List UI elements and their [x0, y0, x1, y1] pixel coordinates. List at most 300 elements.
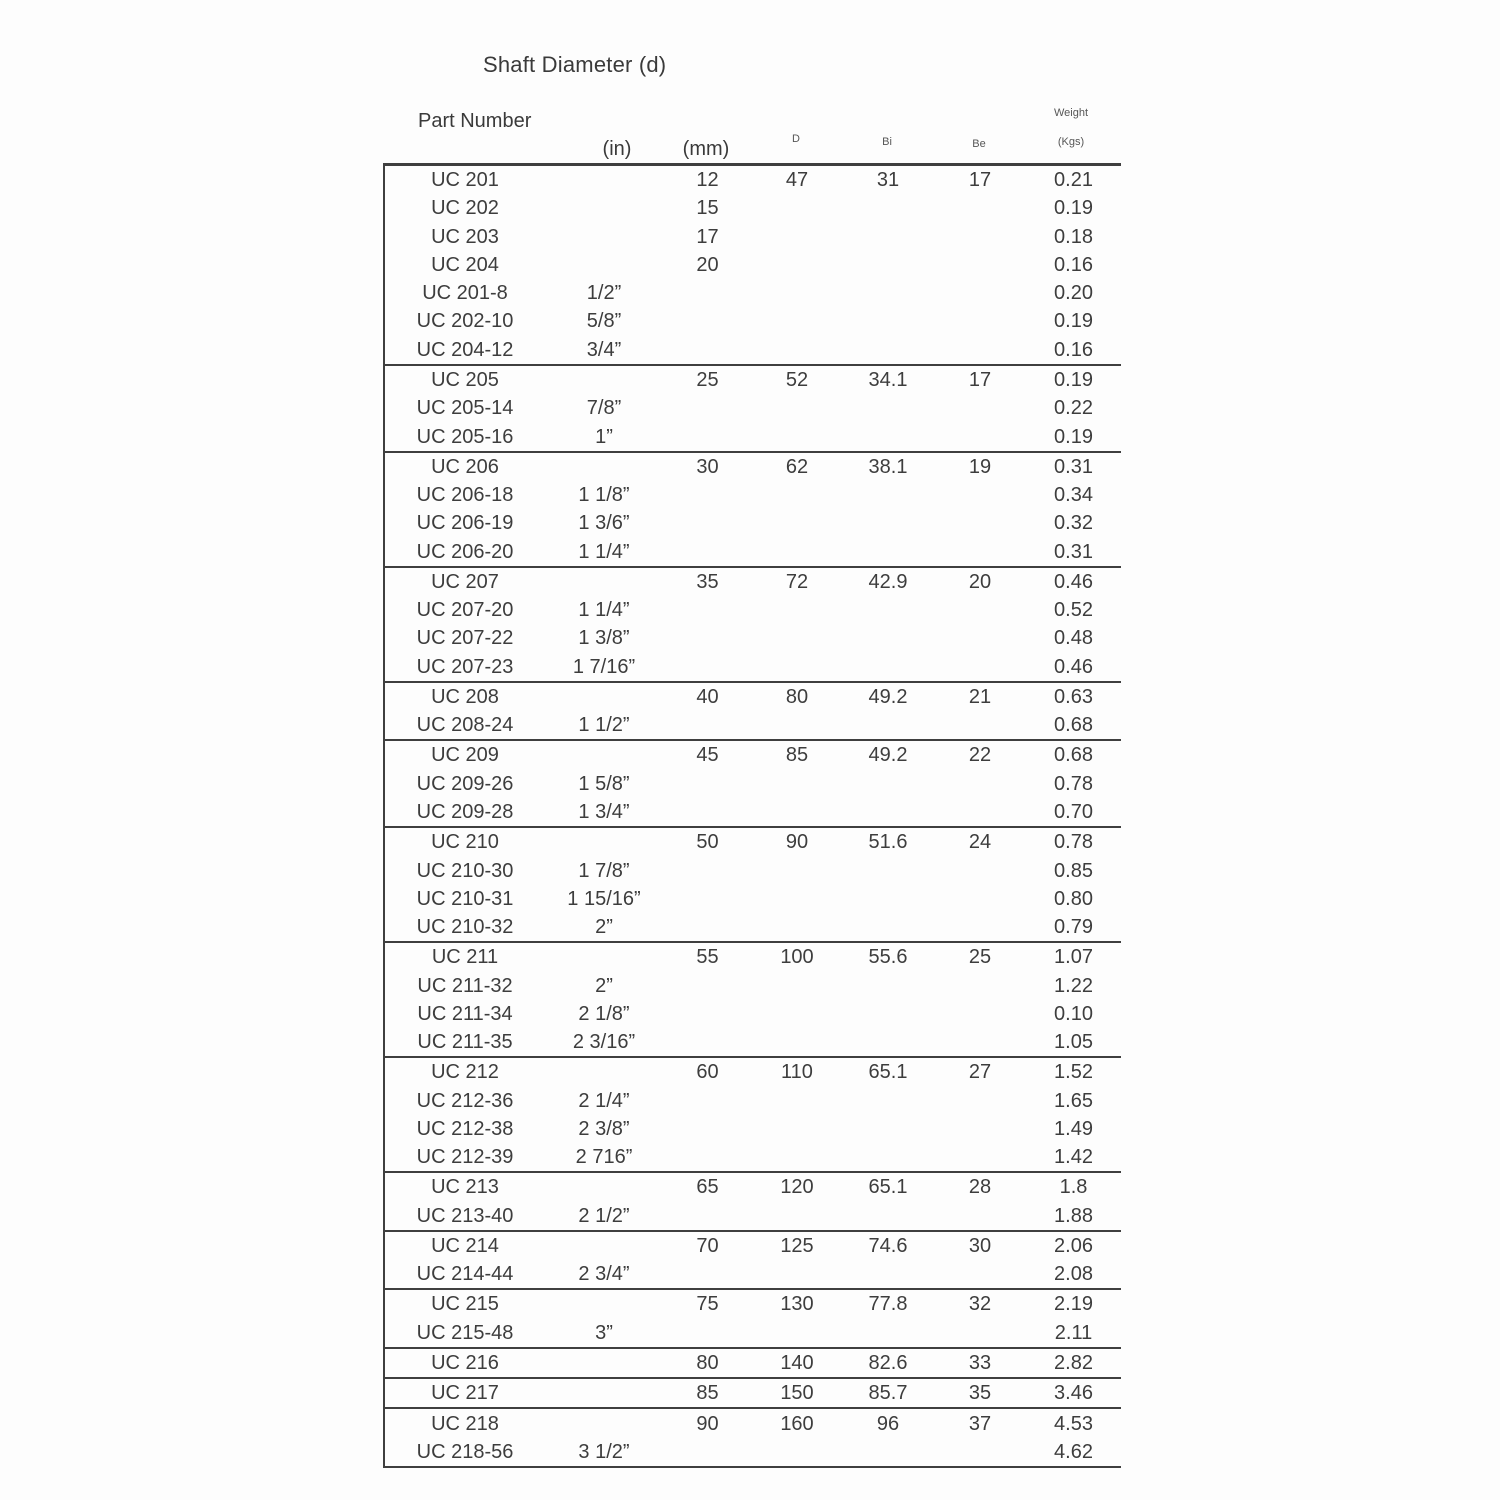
- cell-in: 2 1/2”: [578, 1204, 630, 1227]
- cell-bi: 65.1: [842, 1057, 934, 1086]
- table-row: [384, 1378, 1121, 1408]
- cell-bi: [842, 798, 934, 827]
- table-row: [384, 1172, 1121, 1201]
- cell-in: [545, 1057, 663, 1086]
- cell-d: 160: [752, 1408, 842, 1437]
- cell-d: [752, 1202, 842, 1231]
- cell-mm: [663, 711, 752, 740]
- cell-be: [934, 1260, 1026, 1289]
- cell-d: 47: [785, 169, 809, 192]
- cell-d: [752, 1319, 842, 1348]
- cell-be: [934, 596, 1026, 624]
- cell-part: UC 211-35: [417, 1031, 513, 1054]
- table-row: [384, 971, 1121, 999]
- cell-in: [545, 1231, 663, 1260]
- cell-kg: 2.08: [1054, 1263, 1093, 1286]
- cell-bi: [842, 856, 934, 884]
- cell-part: UC 213: [384, 1172, 545, 1201]
- cell-bi: [842, 624, 934, 652]
- cell-in: 1 7/16”: [572, 655, 636, 678]
- table-row: [384, 711, 1121, 740]
- column-header-mm: (mm): [682, 138, 730, 160]
- cell-kg: 0.16: [1054, 253, 1093, 276]
- cell-bi: [842, 1028, 934, 1057]
- cell-kg: 0.19: [1054, 310, 1093, 333]
- cell-part: UC 205-14: [416, 397, 514, 420]
- cell-kg: 0.46: [1054, 655, 1093, 678]
- cell-be: [934, 1000, 1026, 1028]
- table-row: [384, 942, 1121, 971]
- cell-d: [752, 509, 842, 537]
- cell-bi: [842, 537, 934, 566]
- column-header-be: Be: [972, 138, 986, 150]
- cell-part: UC 214-44: [416, 1263, 514, 1286]
- cell-in: 1 1/4”: [578, 599, 630, 622]
- table-row: [384, 1143, 1121, 1172]
- cell-bi: 38.1: [842, 452, 934, 481]
- cell-be: [934, 537, 1026, 566]
- cell-in: 2 1/8”: [578, 1002, 630, 1025]
- cell-be: [934, 624, 1026, 652]
- cell-d: [752, 1438, 842, 1467]
- cell-mm: [663, 798, 752, 827]
- table-row: [384, 913, 1121, 942]
- cell-part: UC 210: [384, 827, 545, 856]
- cell-be: [934, 251, 1026, 279]
- cell-kg: 0.52: [1054, 599, 1093, 622]
- spec-table: [383, 163, 1121, 1468]
- cell-kg: 0.80: [1054, 887, 1093, 910]
- cell-be: [934, 223, 1026, 251]
- cell-in: 1 3/6”: [578, 512, 630, 535]
- cell-mm: [663, 279, 752, 307]
- cell-be: 24: [934, 827, 1026, 856]
- cell-d: [752, 223, 842, 251]
- cell-part: UC 209: [384, 740, 545, 769]
- cell-in: [545, 827, 663, 856]
- cell-mm: 15: [696, 197, 719, 220]
- cell-be: [934, 653, 1026, 682]
- cell-d: [752, 1087, 842, 1115]
- cell-in: 1 1/4”: [578, 540, 630, 563]
- cell-be: [934, 1438, 1026, 1467]
- cell-d: [752, 711, 842, 740]
- cell-mm: 70: [663, 1231, 752, 1260]
- cell-part: UC 210-30: [416, 859, 514, 882]
- cell-in: [545, 1378, 663, 1408]
- cell-bi: [842, 251, 934, 279]
- cell-bi: [842, 1115, 934, 1143]
- cell-part: UC 216: [384, 1348, 545, 1378]
- cell-be: 17: [968, 169, 992, 192]
- column-header-in: (in): [602, 138, 632, 160]
- cell-kg: 0.31: [1026, 452, 1121, 481]
- cell-mm: 85: [663, 1378, 752, 1408]
- cell-bi: [842, 307, 934, 335]
- cell-bi: 42.9: [842, 567, 934, 596]
- cell-in: 2 3/16”: [572, 1031, 636, 1054]
- column-header-bi: Bi: [882, 136, 892, 148]
- cell-bi: [842, 653, 934, 682]
- cell-in: 1/2”: [586, 282, 622, 305]
- cell-be: [934, 336, 1026, 365]
- cell-bi: [842, 279, 934, 307]
- cell-part: UC 212-36: [416, 1089, 514, 1112]
- cell-part: UC 217: [384, 1378, 545, 1408]
- cell-mm: [663, 537, 752, 566]
- cell-in: [545, 452, 663, 481]
- cell-in: 5/8”: [586, 310, 622, 333]
- part-number-column-label: Part Number: [418, 110, 532, 132]
- cell-part: UC 210-31: [416, 887, 514, 910]
- cell-kg: 0.32: [1054, 512, 1093, 535]
- cell-d: 140: [752, 1348, 842, 1378]
- cell-be: 19: [934, 452, 1026, 481]
- cell-be: [934, 885, 1026, 913]
- table-row: [384, 1438, 1121, 1467]
- cell-bi: 49.2: [842, 740, 934, 769]
- cell-mm: [663, 1000, 752, 1028]
- cell-mm: [663, 913, 752, 942]
- cell-d: 52: [752, 365, 842, 394]
- cell-in: [545, 740, 663, 769]
- cell-part: UC 206-18: [416, 484, 514, 507]
- cell-bi: [842, 509, 934, 537]
- cell-mm: 60: [663, 1057, 752, 1086]
- cell-bi: [842, 336, 934, 365]
- table-row: [384, 653, 1121, 682]
- cell-bi: [842, 913, 934, 942]
- cell-bi: 51.6: [842, 827, 934, 856]
- cell-mm: [663, 1438, 752, 1467]
- cell-part: UC 210-32: [416, 916, 514, 939]
- cell-be: 17: [934, 365, 1026, 394]
- cell-part: UC 207-23: [416, 655, 514, 678]
- cell-bi: 74.6: [842, 1231, 934, 1260]
- table-row: [384, 624, 1121, 652]
- cell-kg: 0.19: [1054, 197, 1093, 220]
- table-row: [384, 365, 1121, 394]
- cell-mm: 30: [663, 452, 752, 481]
- cell-kg: 2.06: [1026, 1231, 1121, 1260]
- cell-be: [934, 279, 1026, 307]
- table-row: [384, 1000, 1121, 1028]
- cell-kg: 0.63: [1026, 682, 1121, 711]
- cell-mm: [663, 336, 752, 365]
- cell-bi: 77.8: [842, 1289, 934, 1318]
- cell-kg: 0.19: [1026, 365, 1121, 394]
- cell-part: UC 215-48: [416, 1321, 514, 1344]
- cell-be: [934, 194, 1026, 222]
- cell-kg: 0.79: [1054, 916, 1093, 939]
- cell-d: 85: [752, 740, 842, 769]
- cell-mm: [663, 971, 752, 999]
- cell-part: UC 212-39: [416, 1146, 514, 1169]
- cell-mm: 55: [663, 942, 752, 971]
- cell-be: [934, 1202, 1026, 1231]
- cell-d: 62: [752, 452, 842, 481]
- cell-kg: 0.19: [1054, 425, 1093, 448]
- cell-in: [545, 682, 663, 711]
- cell-kg: 4.53: [1026, 1408, 1121, 1437]
- table-row: [384, 307, 1121, 335]
- cell-mm: 12: [696, 169, 719, 192]
- cell-part: UC 209-28: [416, 800, 514, 823]
- table-row: [384, 1028, 1121, 1057]
- cell-be: [934, 971, 1026, 999]
- cell-mm: [663, 856, 752, 884]
- cell-d: [752, 798, 842, 827]
- cell-part: UC 211: [384, 942, 545, 971]
- cell-kg: 0.10: [1054, 1002, 1093, 1025]
- table-row: [384, 1348, 1121, 1378]
- cell-d: [752, 307, 842, 335]
- cell-in: [545, 1289, 663, 1318]
- cell-d: [752, 1143, 842, 1172]
- cell-d: [752, 971, 842, 999]
- cell-in: 3”: [595, 1321, 613, 1344]
- cell-be: [934, 481, 1026, 509]
- cell-kg: 0.16: [1054, 338, 1093, 361]
- cell-kg: 0.31: [1054, 540, 1093, 563]
- cell-in: 2”: [595, 916, 613, 939]
- cell-bi: 65.1: [842, 1172, 934, 1201]
- cell-part: UC 204: [431, 253, 499, 276]
- table-row: [384, 1202, 1121, 1231]
- table-row: [384, 194, 1121, 222]
- cell-kg: 0.46: [1026, 567, 1121, 596]
- cell-kg: 0.48: [1054, 627, 1093, 650]
- cell-in: 1 3/4”: [578, 800, 630, 823]
- cell-kg: 0.18: [1054, 225, 1093, 248]
- cell-d: [752, 596, 842, 624]
- cell-part: UC 206-19: [416, 512, 514, 535]
- cell-d: 90: [752, 827, 842, 856]
- cell-mm: [663, 1260, 752, 1289]
- cell-be: [934, 1115, 1026, 1143]
- cell-bi: [842, 770, 934, 798]
- cell-be: 20: [934, 567, 1026, 596]
- cell-kg: 0.70: [1054, 800, 1093, 823]
- cell-bi: [842, 1319, 934, 1348]
- cell-be: [934, 1028, 1026, 1057]
- cell-in: [545, 365, 663, 394]
- cell-part: UC 202: [431, 197, 499, 220]
- cell-mm: [663, 1143, 752, 1172]
- cell-mm: [663, 1028, 752, 1057]
- table-body: [384, 165, 1121, 1467]
- cell-kg: 2.19: [1026, 1289, 1121, 1318]
- cell-in: 3 1/2”: [578, 1440, 630, 1463]
- cell-be: 32: [934, 1289, 1026, 1318]
- cell-in: 1 15/16”: [567, 887, 641, 910]
- cell-mm: [663, 885, 752, 913]
- cell-mm: 90: [663, 1408, 752, 1437]
- cell-d: [752, 856, 842, 884]
- table-row: [384, 1231, 1121, 1260]
- cell-mm: [663, 770, 752, 798]
- table-row: [384, 885, 1121, 913]
- table-row: [384, 798, 1121, 827]
- cell-be: [934, 509, 1026, 537]
- cell-bi: [842, 1087, 934, 1115]
- cell-be: [934, 1319, 1026, 1348]
- cell-mm: 40: [663, 682, 752, 711]
- column-header-d: D: [792, 133, 800, 145]
- cell-d: [752, 422, 842, 451]
- cell-in: 1 1/2”: [578, 714, 630, 737]
- cell-part: UC 207-22: [416, 627, 514, 650]
- table-row: [384, 251, 1121, 279]
- cell-bi: [842, 194, 934, 222]
- cell-in: [545, 251, 663, 279]
- cell-kg: 4.62: [1054, 1440, 1093, 1463]
- table-row: [384, 682, 1121, 711]
- cell-bi: [842, 1202, 934, 1231]
- cell-kg: 2.82: [1026, 1348, 1121, 1378]
- cell-mm: [663, 596, 752, 624]
- cell-part: UC 204-12: [416, 338, 514, 361]
- cell-bi: 82.6: [842, 1348, 934, 1378]
- cell-mm: [663, 1087, 752, 1115]
- table-row: [384, 770, 1121, 798]
- cell-d: 110: [752, 1057, 842, 1086]
- cell-mm: 65: [663, 1172, 752, 1201]
- cell-mm: 17: [696, 225, 719, 248]
- cell-d: [752, 1000, 842, 1028]
- cell-part: UC 209-26: [416, 772, 514, 795]
- cell-bi: [842, 1000, 934, 1028]
- cell-part: UC 207: [384, 567, 545, 596]
- cell-d: [752, 1115, 842, 1143]
- cell-kg: 1.8: [1026, 1172, 1121, 1201]
- cell-d: 80: [752, 682, 842, 711]
- cell-in: 3/4”: [586, 338, 622, 361]
- cell-kg: 0.21: [1054, 169, 1093, 192]
- cell-kg: 0.34: [1054, 484, 1093, 507]
- cell-in: [545, 1408, 663, 1437]
- cell-in: 7/8”: [586, 397, 622, 420]
- cell-be: [934, 1087, 1026, 1115]
- cell-part: UC 206-20: [416, 540, 514, 563]
- cell-part: UC 211-32: [417, 974, 513, 997]
- table-row: [384, 1087, 1121, 1115]
- cell-d: [752, 1260, 842, 1289]
- page-title: Shaft Diameter (d): [483, 52, 667, 77]
- cell-kg: 1.07: [1026, 942, 1121, 971]
- cell-in: 2”: [595, 974, 613, 997]
- cell-part: UC 211-34: [417, 1002, 513, 1025]
- table-row: [384, 1115, 1121, 1143]
- cell-in: [545, 567, 663, 596]
- table-row: [384, 165, 1121, 195]
- table-row: [384, 452, 1121, 481]
- cell-in: [545, 1172, 663, 1201]
- cell-part: UC 206: [384, 452, 545, 481]
- cell-bi: [842, 596, 934, 624]
- cell-bi: [842, 971, 934, 999]
- cell-mm: [663, 481, 752, 509]
- cell-kg: 2.11: [1054, 1321, 1093, 1344]
- cell-in: 2 716”: [575, 1146, 633, 1169]
- cell-mm: [663, 422, 752, 451]
- cell-d: 72: [752, 567, 842, 596]
- table-row: [384, 481, 1121, 509]
- cell-kg: 1.52: [1026, 1057, 1121, 1086]
- cell-kg: 1.05: [1054, 1031, 1093, 1054]
- cell-be: [934, 856, 1026, 884]
- table-row: [384, 279, 1121, 307]
- cell-mm: [663, 1319, 752, 1348]
- cell-be: [934, 711, 1026, 740]
- cell-in: 2 1/4”: [578, 1089, 630, 1112]
- cell-in: [545, 165, 663, 195]
- cell-bi: [842, 394, 934, 422]
- cell-kg: 3.46: [1026, 1378, 1121, 1408]
- cell-part: UC 201-8: [422, 282, 508, 305]
- table-row: [384, 1408, 1121, 1437]
- cell-mm: [663, 307, 752, 335]
- cell-d: [752, 251, 842, 279]
- cell-mm: [663, 624, 752, 652]
- cell-in: [545, 1348, 663, 1378]
- cell-kg: 1.88: [1054, 1204, 1093, 1227]
- cell-mm: [663, 509, 752, 537]
- cell-be: 30: [934, 1231, 1026, 1260]
- cell-be: [934, 394, 1026, 422]
- table-row: [384, 567, 1121, 596]
- cell-bi: [842, 711, 934, 740]
- table-row: [384, 422, 1121, 451]
- cell-d: [752, 913, 842, 942]
- cell-d: [752, 770, 842, 798]
- cell-be: [934, 307, 1026, 335]
- cell-in: 2 3/4”: [578, 1263, 630, 1286]
- table-row: [384, 1260, 1121, 1289]
- cell-kg: 1.22: [1054, 974, 1093, 997]
- cell-kg: 0.22: [1054, 397, 1093, 420]
- table-row: [384, 537, 1121, 566]
- cell-d: [752, 481, 842, 509]
- table-row: [384, 394, 1121, 422]
- cell-part: UC 201: [431, 169, 499, 192]
- cell-bi: [842, 422, 934, 451]
- cell-mm: 35: [663, 567, 752, 596]
- cell-bi: 85.7: [842, 1378, 934, 1408]
- cell-d: 125: [752, 1231, 842, 1260]
- table-row: [384, 596, 1121, 624]
- table-row: [384, 827, 1121, 856]
- cell-bi: [842, 885, 934, 913]
- cell-bi: 96: [842, 1408, 934, 1437]
- cell-in: 1 5/8”: [578, 772, 630, 795]
- cell-part: UC 205-16: [416, 425, 514, 448]
- cell-mm: 50: [663, 827, 752, 856]
- cell-d: [752, 1028, 842, 1057]
- cell-d: [752, 624, 842, 652]
- cell-be: 21: [934, 682, 1026, 711]
- cell-be: [934, 798, 1026, 827]
- cell-bi: [842, 481, 934, 509]
- cell-part: UC 212-38: [416, 1117, 514, 1140]
- table-row: [384, 336, 1121, 365]
- cell-part: UC 208-24: [416, 714, 514, 737]
- cell-d: [752, 537, 842, 566]
- cell-d: [752, 394, 842, 422]
- column-header-weight: Weight: [1053, 107, 1089, 119]
- cell-in: 1”: [595, 425, 613, 448]
- cell-d: 150: [752, 1378, 842, 1408]
